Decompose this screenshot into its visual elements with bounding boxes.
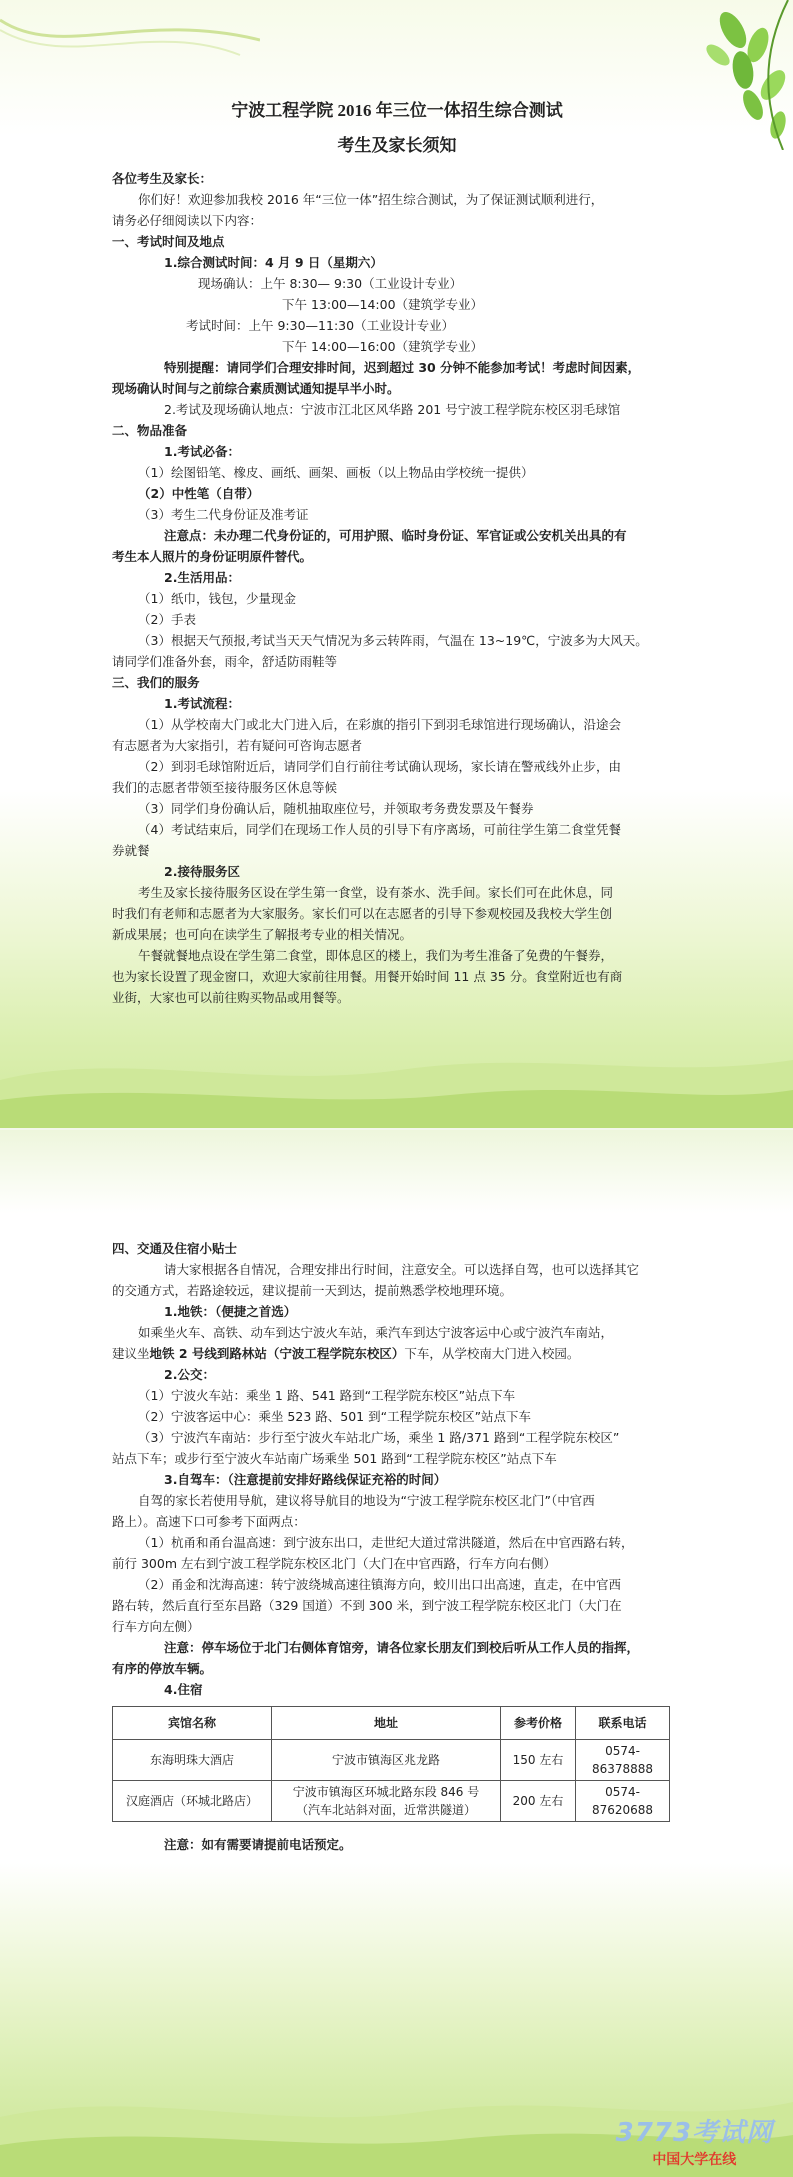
special-reminder: 现场确认时间与之前综合素质测试通知提早半小时。 xyxy=(112,381,400,396)
hotel-phone: 0574-87620688 xyxy=(576,1781,670,1822)
text-span: 建议坐 xyxy=(112,1346,150,1361)
address-line: （汽车北站斜对面，近常洪隧道） xyxy=(295,1803,476,1817)
hotel-price: 200 左右 xyxy=(501,1781,576,1822)
metro-instructions xyxy=(112,1343,682,1364)
subheading-driving: 3.自驾车：（注意提前安排好路线保证充裕的时间） xyxy=(164,1472,447,1487)
watermark-sub: 中国大学在线 xyxy=(652,2152,737,2168)
id-note: 考生本人照片的身份证明原件替代。 xyxy=(112,549,313,564)
paragraph: 午餐就餐地点设在学生第二食堂，即体息区的楼上，我们为考生准备了免费的午餐券， xyxy=(138,948,614,963)
subheading-lodging: 4.住宿 xyxy=(164,1682,203,1697)
subheading-exam-process: 1.考试流程： xyxy=(164,696,240,711)
page1-content xyxy=(112,100,682,1008)
list-item: （1）纸巾，钱包，少量现金 xyxy=(138,591,296,606)
hotel-table xyxy=(112,1706,670,1822)
list-item: 券就餐 xyxy=(112,843,150,858)
column-header: 联系电话 xyxy=(576,1707,670,1740)
list-item: （2）手表 xyxy=(138,612,196,627)
table-header-row xyxy=(113,1707,670,1740)
booking-note: 注意：如有需要请提前电话预定。 xyxy=(164,1837,352,1852)
section-heading-items: 二、物品准备 xyxy=(112,423,188,438)
page-subtitle: 考生及家长须知 xyxy=(337,136,457,155)
subheading-metro: 1.地铁：（便捷之首选） xyxy=(164,1304,297,1319)
list-item: 站点下车；或步行至宁波火车站南广场乘坐 501 路到“工程学院东校区”站点下车 xyxy=(112,1451,557,1466)
confirm-time-am: 现场确认：上午 8:30— 9:30（工业设计专业） xyxy=(198,276,463,291)
parking-note: 注意：停车场位于北门右侧体育馆旁，请各位家长朋友们到校后听从工作人员的指挥， xyxy=(164,1640,640,1655)
text-span: 下车，从学校南大门进入校园。 xyxy=(404,1346,580,1361)
exam-time-am: 考试时间：上午 9:30—11:30（工业设计专业） xyxy=(186,318,455,333)
list-item: （3）宁波汽车南站：步行至宁波火车站北广场，乘坐 1 路/371 路到“工程学院东校区” xyxy=(138,1430,620,1445)
hotel-address: 宁波市镇海区兆龙路 xyxy=(272,1740,501,1781)
list-item: （2）甬金和沈海高速：转宁波绕城高速往镇海方向，蛟川出口出高速，直走，在中官西 xyxy=(138,1577,621,1592)
exam-location: 2.考试及现场确认地点：宁波市江北区风华路 201 号宁波工程学院东校区羽毛球馆 xyxy=(164,402,621,417)
list-item: （1）绘图铅笔、橡皮、画纸、画架、画板（以上物品由学校统一提供） xyxy=(138,465,534,480)
hotel-phone: 0574-86378888 xyxy=(576,1740,670,1781)
intro-line: 请务必仔细阅读以下内容： xyxy=(112,213,263,228)
notice-page-2 xyxy=(0,1130,793,2177)
paragraph: 自驾的家长若使用导航，建议将导航目的地设为“宁波工程学院东校区北门”（中官西 xyxy=(138,1493,595,1508)
list-item: （4）考试结束后，同学们在现场工作人员的引导下有序离场，可前往学生第二食堂凭餐 xyxy=(138,822,621,837)
subheading-exam-essentials: 1.考试必备： xyxy=(164,444,240,459)
list-item: （2）宁波客运中心：乘坐 523 路、501 到“工程学院东校区”站点下车 xyxy=(138,1409,532,1424)
list-item: 我们的志愿者带领至接待服务区休息等候 xyxy=(112,780,338,795)
subheading-daily-items: 2.生活用品： xyxy=(164,570,240,585)
paragraph: 请大家根据各自情况，合理安排出行时间，注意安全。可以选择自驾，也可以选择其它 xyxy=(164,1262,640,1277)
paragraph: 也为家长设置了现金窗口，欢迎大家前往用餐。用餐开始时间 11 点 35 分。食堂附近也有商 xyxy=(112,969,623,984)
list-item: 行车方向左侧） xyxy=(112,1619,200,1634)
address-line: 宁波市镇海区环城北路东段 846 号 xyxy=(292,1785,480,1799)
exam-time-pm: 下午 14:00—16:00（建筑学专业） xyxy=(282,339,484,354)
hotel-name: 汉庭酒店（环城北路店） xyxy=(113,1781,272,1822)
list-item: 路右转，然后直行至东昌路（329 国道）不到 300 米，到宁波工程学院东校区北门（大门在 xyxy=(112,1598,622,1613)
hotel-price: 150 左右 xyxy=(501,1740,576,1781)
section-heading-schedule: 一、考试时间及地点 xyxy=(112,234,225,249)
parking-note: 有序的停放车辆。 xyxy=(112,1661,213,1676)
intro-line: 你们好！欢迎参加我校 2016 年“三位一体”招生综合测试，为了保证测试顺利进行， xyxy=(138,192,604,207)
grass-decoration xyxy=(0,1010,793,1130)
list-item: （3）根据天气预报,考试当天天气情况为多云转阵雨，气温在 13~19℃，宁波多为大风天。 xyxy=(138,633,648,648)
hotel-address xyxy=(272,1781,501,1822)
list-item: 请同学们准备外套，雨伞，舒适防雨鞋等 xyxy=(112,654,338,669)
leaves-decoration xyxy=(673,0,793,150)
list-item: （2）中性笔（自带） xyxy=(138,486,260,501)
page-title: 宁波工程学院 2016 年三位一体招生综合测试 xyxy=(231,101,563,120)
hotel-name: 东海明珠大酒店 xyxy=(113,1740,272,1781)
id-note: 注意点：未办理二代身份证的，可用护照、临时身份证、军官证或公安机关出具的有 xyxy=(164,528,627,543)
watermark-brand: 3773考试网 xyxy=(615,2118,773,2148)
list-item: （3）同学们身份确认后，随机抽取座位号，并领取考务费发票及午餐券 xyxy=(138,801,534,816)
metro-line-highlight: 地铁 2 号线到路林站（宁波工程学院东校区） xyxy=(149,1346,405,1361)
list-item: 有志愿者为大家指引，若有疑问可咨询志愿者 xyxy=(112,738,363,753)
paragraph: 考生及家长接待服务区设在学生第一食堂，设有茶水、洗手间。家长们可在此休息，同 xyxy=(138,885,614,900)
subheading-bus: 2.公交： xyxy=(164,1367,215,1382)
page2-content xyxy=(112,1238,682,1855)
paragraph: 新成果展；也可向在读学生了解报考专业的相关情况。 xyxy=(112,927,413,942)
confirm-time-pm: 下午 13:00—14:00（建筑学专业） xyxy=(282,297,484,312)
greeting: 各位考生及家长： xyxy=(112,171,213,186)
list-item: （1）杭甬和甬台温高速：到宁波东出口，走世纪大道过常洪隧道，然后在中官西路右转， xyxy=(138,1535,634,1550)
list-item: 前行 300m 左右到宁波工程学院东校区北门（大门在中官西路，行车方向右侧） xyxy=(112,1556,556,1571)
paragraph: 路上）。高速下口可参考下面两点： xyxy=(112,1514,306,1529)
list-item: （2）到羽毛球馆附近后，请同学们自行前往考试确认现场，家长请在警戒线外止步，由 xyxy=(138,759,621,774)
paragraph: 业街，大家也可以前往购买物品或用餐等。 xyxy=(112,990,350,1005)
list-item: （1）宁波火车站：乘坐 1 路、541 路到“工程学院东校区”站点下车 xyxy=(138,1388,516,1403)
list-item: （1）从学校南大门或北大门进入后，在彩旗的指引下到羽毛球馆进行现场确认，沿途会 xyxy=(138,717,621,732)
table-row xyxy=(113,1740,670,1781)
site-watermark xyxy=(616,2112,773,2169)
paragraph: 时我们有老师和志愿者为大家服务。家长们可以在志愿者的引导下参观校园及我校大学生创 xyxy=(112,906,613,921)
paragraph: 的交通方式，若路途较远，建议提前一天到达，提前熟悉学校地理环境。 xyxy=(112,1283,513,1298)
subheading-reception: 2.接待服务区 xyxy=(164,864,240,879)
special-reminder: 特别提醒：请同学们合理安排时间，迟到超过 30 分钟不能参加考试！考虑时间因素， xyxy=(164,360,641,375)
paragraph: 如乘坐火车、高铁、动车到达宁波火车站，乘汽车到达宁波客运中心或宁波汽车南站， xyxy=(138,1325,614,1340)
column-header: 参考价格 xyxy=(501,1707,576,1740)
list-item: （3）考生二代身份证及准考证 xyxy=(138,507,309,522)
column-header: 宾馆名称 xyxy=(113,1707,272,1740)
table-row xyxy=(113,1781,670,1822)
exam-date: 1.综合测试时间：4 月 9 日（星期六） xyxy=(164,255,383,270)
column-header: 地址 xyxy=(272,1707,501,1740)
swirl-decoration xyxy=(0,0,260,60)
section-heading-services: 三、我们的服务 xyxy=(112,675,200,690)
section-heading-transport: 四、交通及住宿小贴士 xyxy=(112,1241,238,1256)
